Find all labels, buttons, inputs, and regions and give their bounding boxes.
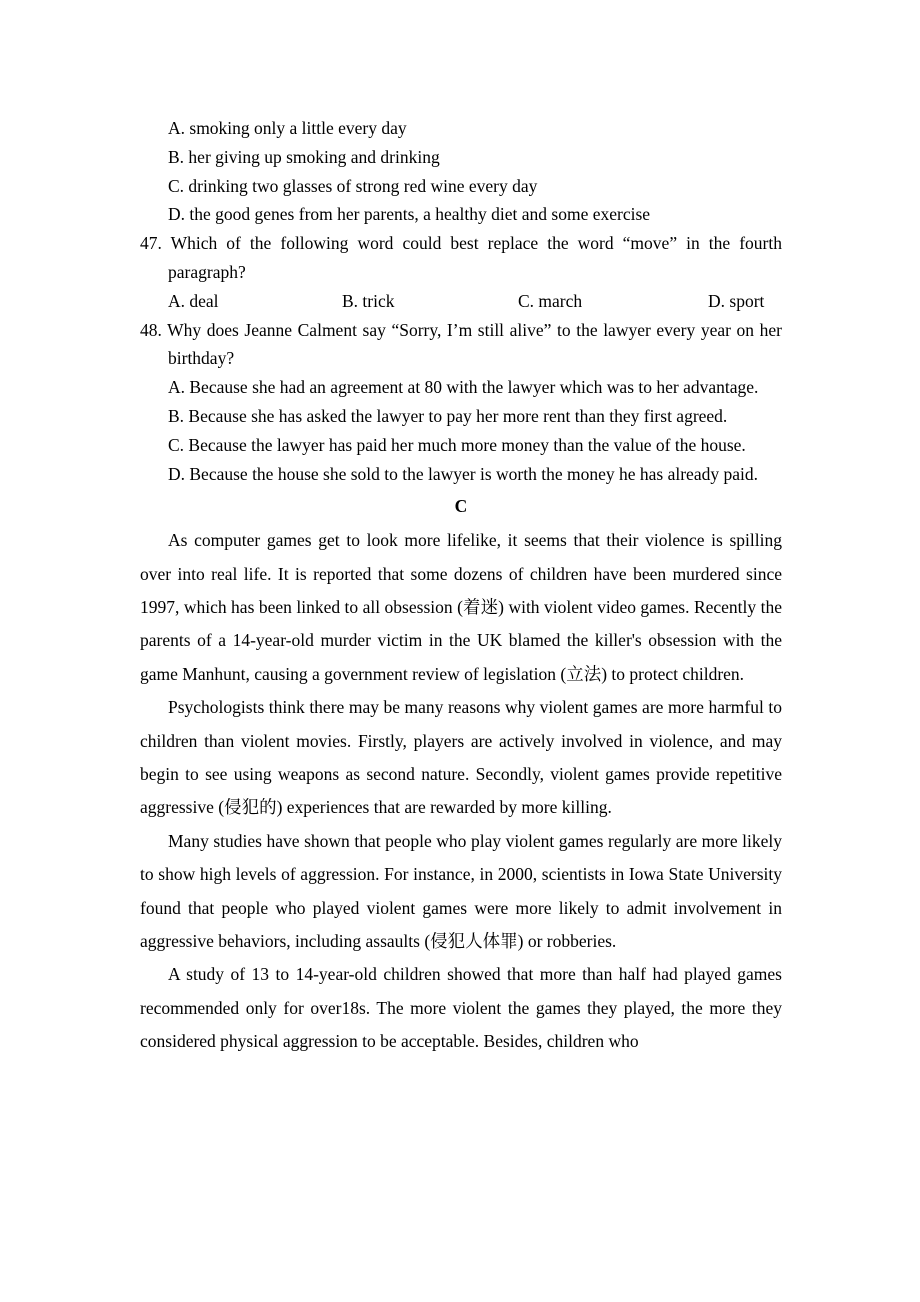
- q47-option-c: C. march: [518, 290, 583, 311]
- section-heading: C: [454, 496, 468, 517]
- question-48-stem: 48. Why does Jeanne Calment say “Sorry, I’m still alive” to the lawyer every year on her birthday?: [140, 319, 782, 369]
- question-48: [140, 316, 782, 489]
- passage-paragraph-1: As computer games get to look more lifelike, it seems that their violence is spilling over into real life. It is reported that some dozens of children have been murdered since 1997, which has been linked to all obsession (着迷) with violent video games. Recently the parents of a 14-year-old murder victim in the UK blamed the killer's obsession with the game Manhunt, causing a government review of legislation (立法) to protect children.: [140, 530, 782, 684]
- q46-option-a: A. smoking only a little every day: [168, 118, 407, 138]
- q48-option-a: A. Because she had an agreement at 80 with the lawyer which was to her advantage.: [168, 377, 759, 398]
- passage-paragraph-4: A study of 13 to 14-year-old children showed that more than half had played games recommended only for over18s. The more violent the games they played, the more they considered physical aggression to be acceptable. Besides, children who: [140, 964, 782, 1052]
- question-47-options: [140, 287, 782, 316]
- q48-option-b: B. Because she has asked the lawyer to pay her more rent than they first agreed.: [168, 405, 728, 426]
- reading-passage: [140, 524, 782, 1059]
- q47-option-d: D. sport: [708, 290, 765, 311]
- q47-option-b: B. trick: [342, 290, 395, 311]
- passage-paragraph-2: Psychologists think there may be many reasons why violent games are more harmful to children than violent movies. Firstly, players are actively involved in violence, and may begin to see using weapons as second nature. Secondly, violent games provide repetitive aggressive (侵犯的) experiences that are rewarded by more killing.: [140, 697, 782, 818]
- q47-option-a: A. deal: [168, 290, 219, 311]
- passage-paragraph-3: Many studies have shown that people who play violent games regularly are more likely to show high levels of aggression. For instance, in 2000, scientists in Iowa State University found that people who played violent games were more likely to admit involvement in aggressive behaviors, including assaults (侵犯人体罪) or robberies.: [140, 830, 782, 952]
- question-47-stem: 47. Which of the following word could best replace the word “move” in the fourth paragraph?: [140, 233, 782, 282]
- q48-option-c: C. Because the lawyer has paid her much more money than the value of the house.: [168, 434, 746, 455]
- page-content: [140, 114, 782, 1059]
- question-46-options: [140, 114, 782, 229]
- q46-option-b: B. her giving up smoking and drinking: [168, 146, 440, 167]
- q48-option-d: D. Because the house she sold to the lawyer is worth the money he has already paid.: [168, 463, 758, 484]
- question-47: [140, 229, 782, 315]
- q46-option-d: D. the good genes from her parents, a healthy diet and some exercise: [168, 204, 651, 225]
- q46-option-c: C. drinking two glasses of strong red wine every day: [168, 175, 538, 196]
